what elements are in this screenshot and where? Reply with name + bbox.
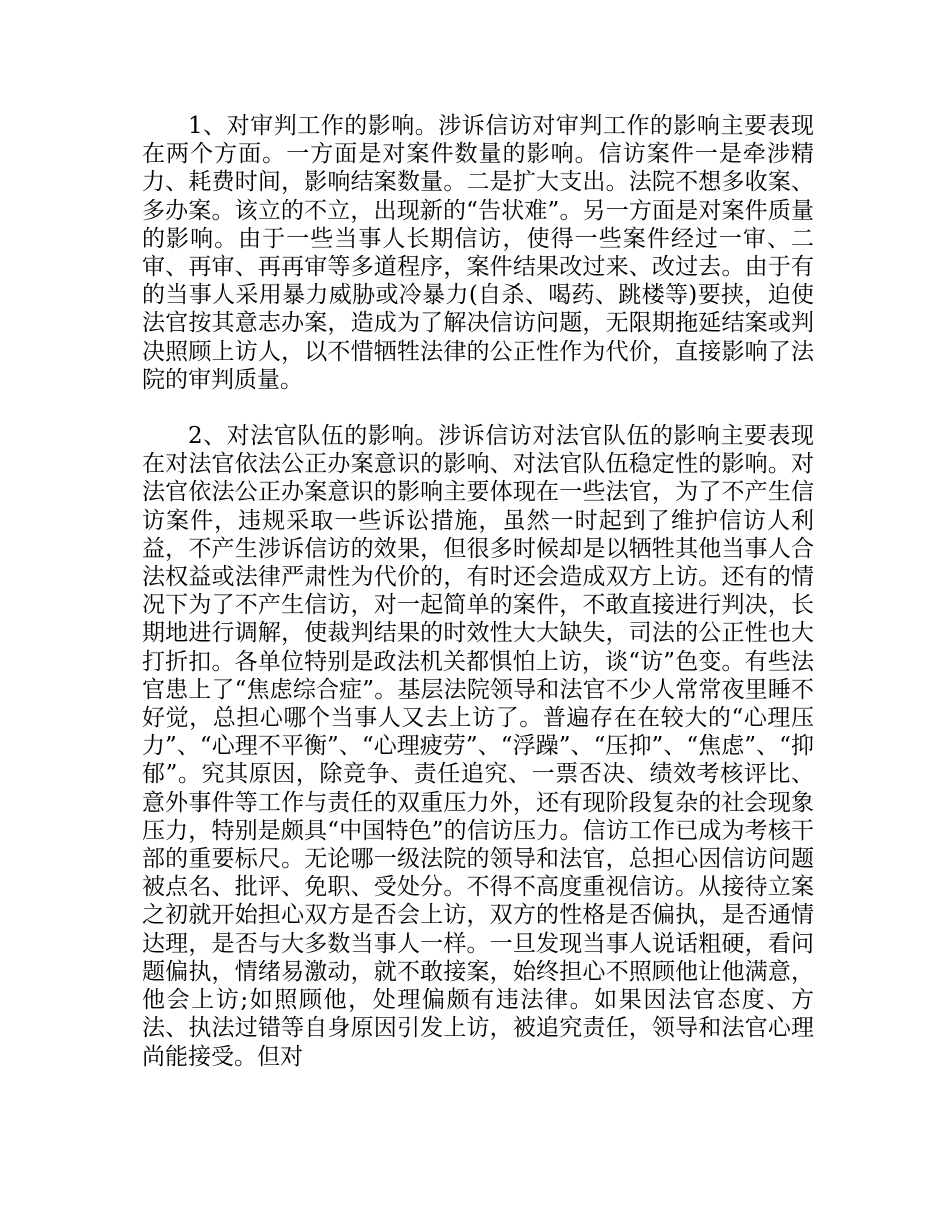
document-body: [142, 112, 814, 1071]
paragraph-judge-team-impact: 2、对法官队伍的影响。涉诉信访对法官队伍的影响主要表现在对法官依法公正办案意识的影响、对法官队伍稳定性的影响。对法官依法公正办案意识的影响主要体现在一些法官，为了不产生信访案件，违规采取一些诉讼措施，虽然一时起到了维护信访人利益，不产生涉诉信访的效果，但很多时候却是以牺牲其他当事人合法权益或法律严肃性为代价的，有时还会造成双方上访。还有的情况下为了不产生信访，对一起简单的案件，不敢直接进行判决，长期地进行调解，使裁判结果的时效性大大缺失，司法的公正性也大打折扣。各单位特别是政法机关都惧怕上访，谈“访”色变。有些法官患上了“焦虑综合症”。基层法院领导和法官不少人常常夜里睡不好觉，总担心哪个当事人又去上访了。普遍存在在较大的“心理压力”、“心理不平衡”、“心理疲劳”、“浮躁”、“压抑”、“焦虑”、“抑郁”。究其原因，除竞争、责任追究、一票否决、绩效考核评比、意外事件等工作与责任的双重压力外，还有现阶段复杂的社会现象压力，特别是颇具“中国特色”的信访压力。信访工作已成为考核干部的重要标尺。无论哪一级法院的领导和法官，总担心因信访问题被点名、批评、免职、受处分。不得不高度重视信访。从接待立案之初就开始担心双方是否会上访，双方的性格是否偏执，是否通情达理，是否与大多数当事人一样。一旦发现当事人说话粗硬，看问题偏执，情绪易激动，就不敢接案，始终担心不照顾他让他满意，他会上访;如照顾他，处理偏颇有违法律。如果因法官态度、方法、执法过错等自身原因引发上访，被追究责任，领导和法官心理尚能接受。但对: [142, 423, 814, 1070]
paragraph-trial-work-impact: 1、对审判工作的影响。涉诉信访对审判工作的影响主要表现在两个方面。一方面是对案件数量的影响。信访案件一是牵涉精力、耗费时间，影响结案数量。二是扩大支出。法院不想多收案、多办案。该立的不立，出现新的“告状难”。另一方面是对案件质量的影响。由于一些当事人长期信访，使得一些案件经过一审、二审、再审、再再审等多道程序，案件结果改过来、改过去。由于有的当事人采用暴力威胁或冷暴力(自杀、喝药、跳楼等)要挟，迫使法官按其意志办案，造成为了解决信访问题，无限期拖延结案或判决照顾上访人，以不惜牺牲法律的公正性作为代价，直接影响了法院的审判质量。: [142, 113, 814, 393]
